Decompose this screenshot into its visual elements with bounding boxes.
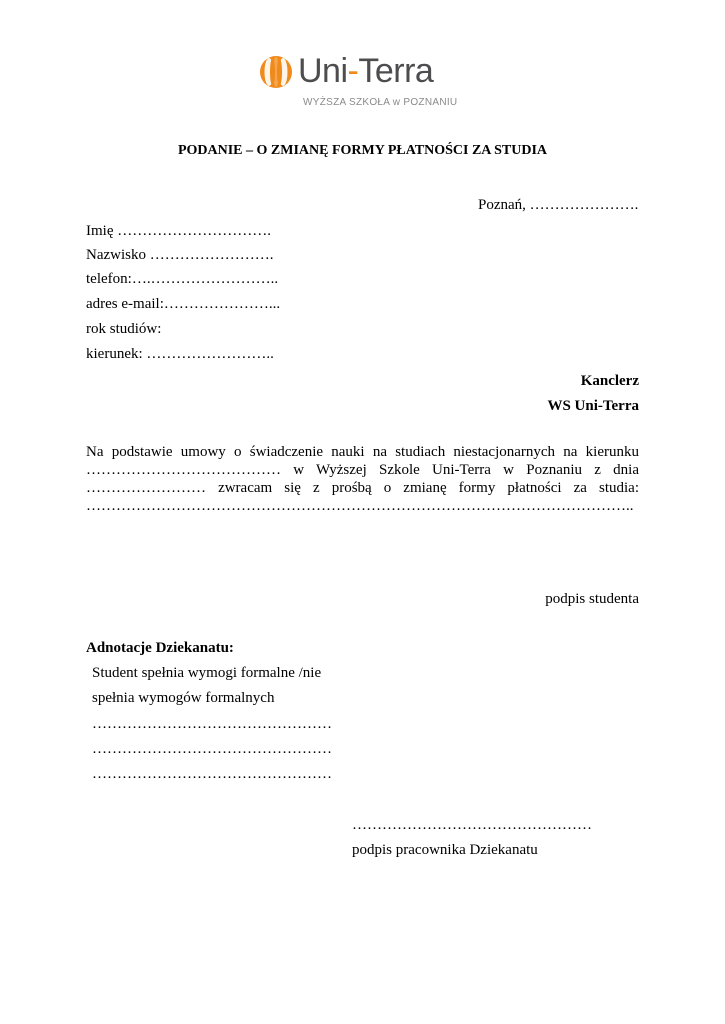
body-line-3: …………………… zwracam się z prośbą o zmianę formy płatności za studia: [86, 480, 639, 496]
dean-line-1: Student spełnia wymogi formalne /nie [92, 665, 322, 681]
logo-dash: - [347, 52, 359, 90]
logo-terra: Terra [358, 52, 434, 90]
orange-flower-logo-icon [258, 54, 294, 90]
dean-heading: Adnotacje Dziekanatu: [86, 640, 234, 656]
employee-signature-dots: ………………………………………… [352, 817, 592, 833]
dean-line-2: spełnia wymogów formalnych [92, 690, 275, 706]
addressee-school: WS Uni-Terra [547, 398, 639, 414]
uni-terra-logo [258, 54, 468, 114]
field-telefon: telefon:….…………………….. [86, 271, 279, 287]
logo-wordmark [298, 50, 433, 92]
field-kierunek: kierunek: …………………….. [86, 346, 274, 362]
dean-dots-1: ………………………………………… [92, 716, 332, 732]
field-imie: Imię …………………………. [86, 223, 271, 239]
document-title: PODANIE – O ZMIANĘ FORMY PŁATNOŚCI ZA STUDIA [177, 143, 548, 158]
request-body [86, 443, 639, 515]
employee-signature-label: podpis pracownika Dziekanatu [352, 842, 538, 858]
dean-dots-3: ………………………………………… [92, 766, 332, 782]
place-date: Poznań, …………………. [478, 197, 639, 213]
student-signature-label: podpis studenta [545, 591, 639, 607]
field-nazwisko: Nazwisko ……………………. [86, 247, 274, 263]
addressee-kanclerz: Kanclerz [580, 373, 639, 389]
logo-subtitle: WYŻSZA SZKOŁA w POZNANIU [303, 97, 458, 108]
body-line-4: ……………………………………………………………………………………………….. [86, 498, 634, 514]
field-email: adres e-mail:…………………... [86, 296, 281, 312]
body-line-2: ………………………………… w Wyższej Szkole Uni-Terra w Poznaniu z dnia [86, 462, 639, 478]
logo-uni: Uni [298, 52, 348, 90]
field-rok-studiow: rok studiów: [86, 321, 162, 337]
dean-dots-2: ………………………………………… [92, 741, 332, 757]
body-line-1: Na podstawie umowy o świadczenie nauki na studiach niestacjonarnych na kierunku [86, 444, 639, 460]
